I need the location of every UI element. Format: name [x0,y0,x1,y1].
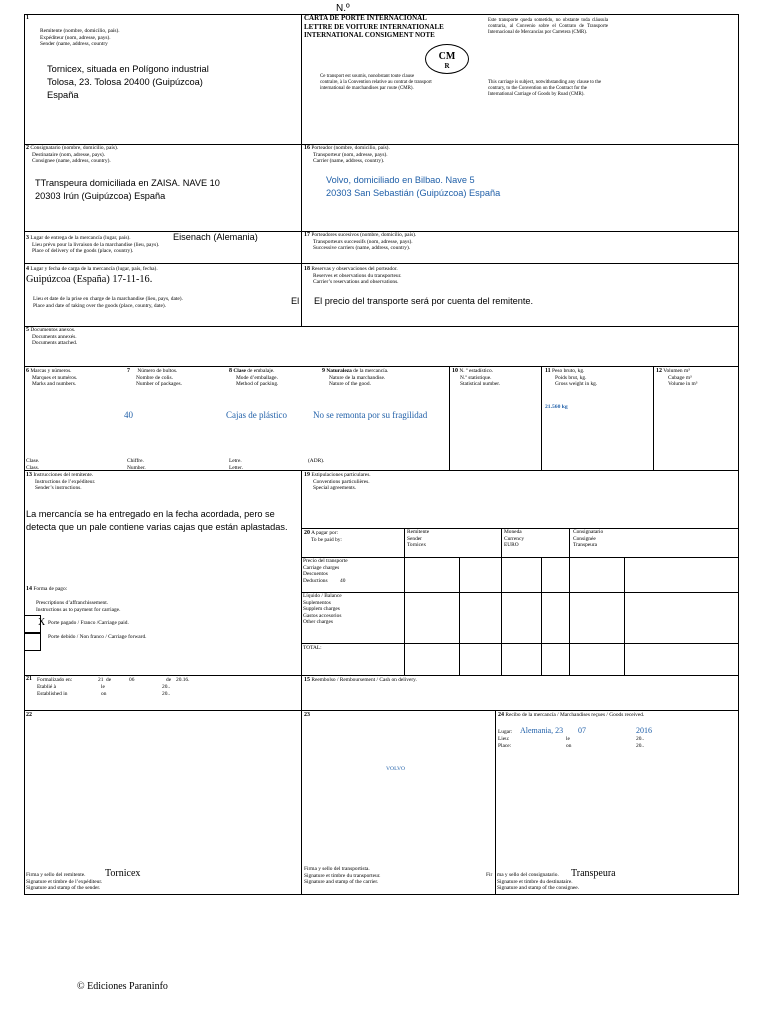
box13-label-first: Instrucciones del remitente. [33,472,94,478]
cmr-badge [425,44,469,74]
box2-number: 2 [26,145,29,151]
box20-label [304,530,404,543]
box14-label-first: Forma de pago: [33,586,68,592]
goods-col9-first: de la mercancía. [351,368,389,374]
goods-footer-cifra: Chiffre. Number. [127,458,146,471]
divider [541,557,542,676]
goods-col7-first: Número de bultos. [137,368,178,374]
box2-label-rest: Destinataire (nom, adresse, pays). Consignee (name, address, country). [32,151,111,165]
box21-l3: Established in [37,691,68,697]
goods-footer-adr: (ADR). [308,458,325,464]
goods-col10-rest: N.º statistique. Statistical number. [460,374,501,388]
goods-col12-number: 12 [656,368,662,374]
divider [501,528,502,676]
goods-col8-first: de embalaje. [245,368,275,374]
box20-row-charges: Precio del transporte Carriage charges Descuentos Deductions [303,558,348,584]
carriage-forward-label: Porte debido / Non franco / Carriage forward. [48,634,147,640]
consignee-signature-value: Transpeura [571,868,616,879]
box24-signature-prefix: Fir [486,872,493,878]
goods-col10-header [452,368,540,388]
divider [404,528,405,676]
goods-col11-first: Peso bruto, kg. [552,368,585,374]
box18-label [304,266,564,286]
goods-col11-header [545,368,650,388]
goods-col10-number: 10 [452,368,458,374]
notice-es: Este transporte queda sometido, no obstante toda cláusula contraria, al Convenio sobre el Contrato de Transporte Internacional de Mercancías por Carretera (CMR). [488,18,608,35]
box19-label [304,472,564,492]
box24-lugar: Lugar: [498,729,513,735]
divider [569,528,570,676]
box24-y3: 20.. [636,743,645,749]
box24-signature-label: ma y sello del consignatario. Signature et timbre du destinataire. Signature and stamp of the consignee. [497,872,580,892]
box1-number: 1 [26,15,29,21]
goods-col8-header [229,368,319,388]
goods-col10-first: N. º estadístico. [459,368,494,374]
box4-label-first: Lugar y fecha de carga de la mercancía (lugar, país, fecha). [30,266,158,272]
carrier-stamp: VOLVO [386,766,406,772]
loading-place-date-value: Guipúzcoa (España) 17-11-16. [26,274,153,285]
box18-number: 18 [304,266,310,272]
sender-value: Tornicex, situada en Polígono industrial Tolosa, 23. Tolosa 20400 (Guipúzcoa) España [47,64,209,100]
goods-col11-rest: Poids brut, kg. Gross weight in kg. [555,374,598,388]
divider [301,470,302,894]
box16-label-rest: Transporteur (nom, adresse, pays). Carrier (name, address, country). [313,151,388,165]
goods-col11-number: 11 [545,368,551,374]
box20-total: TOTAL: [303,645,322,651]
goods-col8-bold: Clase [233,368,246,374]
box1-label: Remitente (nombre, domicilio, país). Expéditeur (nom, adresse, pays). Sender (name, address, country [40,28,120,48]
carriage-paid-label: Porte pagado / Franco /Carriage paid. [48,620,129,626]
box4-label-rest: Lieu et date de la prise en charge de la marchandise (lieu, pays, date). Place and date of taking over the goods (place, country, date). [33,296,183,309]
divider [24,710,738,711]
box21-de: de [106,677,112,683]
box15-label [304,677,417,684]
box24-label [498,712,644,719]
goods-col6-header [26,368,126,388]
box3-number: 3 [26,235,29,241]
box17-label-first: Porteadores sucesivos (nombre, domicilio, país). [311,232,417,238]
divider [301,14,302,327]
goods-col12-rest: Cubage m³ Volume in m³ [668,374,698,388]
copyright: © Ediciones Paraninfo [77,981,168,992]
box3-label-first: Lugar de entrega de la mercancía (lugar, país). [30,235,131,241]
goods-col8-number: 8 [229,368,232,374]
box17-label-rest: Transporteurs successifs (nom, adresse, pays). Successive carriers (name, address, country). [313,238,413,252]
delivery-place-value: Eisenach (Alemania) [173,232,258,242]
divider [24,366,738,367]
carrier-reservations-value: El precio del transporte será por cuenta del remitente. [314,296,534,306]
divider [301,643,738,644]
title-es: CARTA DE PORTE INTERNACIONAL [304,14,427,22]
notice-en: This carriage is subject, notwithstanding any clause to the contrary, to the Convention on the Contract for the International Carriage of Goods by Road (CMR). [488,80,602,97]
goods-col7-rest: Nombre de colis. Number of packages. [136,374,182,388]
box5-label [26,327,296,347]
box13-number: 13 [26,472,32,478]
receipt-month-value: 07 [578,726,586,735]
box22-number: 22 [26,712,32,718]
box14-number: 14 [26,586,32,592]
notice-fr: Ce transport est soumis, nonobstant toute clause contraire, à la Convention relative au contrat de transport international de marchandises par route (CMR). [320,74,432,91]
divider [24,263,738,264]
box24-number: 24 [498,712,504,718]
box2-label-first: Consignatario (nombre, domicilio, país). [30,145,119,151]
box19-label-first: Estipulaciones particulares. [311,472,371,478]
cmr-badge-tail: R [444,62,450,70]
box16-label [304,145,564,165]
box15-label-text: Reembolso / Remboursement / Cash on delivery. [311,677,417,683]
goods-col9-number: 9 [322,368,325,374]
box20-number: 20 [304,530,310,536]
goods-nature-value: No se remonta por su fragilidad [313,410,428,420]
gross-weight-value: 21.560 kg [545,404,568,410]
goods-footer-class: Clase. Class. [26,458,40,471]
box5-label-rest: Documents annexés. Documents attached. [32,333,78,347]
box21-l1: Formalizado en: [37,677,73,683]
divider [459,557,460,676]
box17-label [304,232,564,252]
box2-label [26,145,296,165]
box20-label-second: To be paid by: [311,536,342,543]
box20-header-consignee: Consignatario Consignée Transpeura [573,529,604,549]
box3-label-rest: Lieu prévu pour la livraison de la marchandise (lieu, pays). Place of delivery of the goods (place, country). [32,241,160,255]
carrier-value: Volvo, domiciliado en Bilbao. Nave 5 20303 San Sebastián (Guipúzcoa) España [326,175,501,198]
goods-footer-letra: Letre. Letter. [229,458,243,471]
goods-col6-first: Marcas y números. [30,368,72,374]
goods-col9-rest: Nature de la marchandise. Nature of the good. [329,374,386,388]
box20-label-first: A pagar por: [311,530,339,536]
box21-month: 06 [129,677,135,683]
box18-label-first: Reservas y observaciones del porteador. [311,266,398,272]
box14-label [26,586,296,593]
box13-label-rest: Instructions de l’expéditeur. Sender’s instructions. [35,478,96,492]
box4-number: 4 [26,266,29,272]
box24-place: Place: [498,743,512,749]
box5-label-first: Documentos anexos. [30,327,76,333]
goods-col6-rest: Marques et numéros. Marks and numbers. [32,374,78,388]
packing-method-value: Cajas de plástico [226,410,287,420]
packages-count-value: 40 [124,410,133,420]
box19-label-rest: Conventions particulières. Special agreements. [313,478,370,492]
box21-y2: 20.. [162,684,171,690]
carriage-forward-checkbox[interactable] [24,633,41,651]
box23-number: 23 [304,712,310,718]
box16-number: 16 [304,145,310,151]
box17-number: 17 [304,232,310,238]
box16-label-first: Porteador (nombre, domicilio, país). [311,145,390,151]
box21-de2: de [166,677,172,683]
receipt-year-value: 2016 [636,726,652,735]
receipt-place-value: Alemania, 23 [520,726,564,735]
box24-on: on [566,743,572,749]
box14-label-rest: Prescriptions d’affranchissement. Instructions as to payment for carriage. [36,600,121,613]
box23-signature-label: Firma y sello del transportista. Signature et timbre du transporteur. Signature and stamp of the carrier. [304,866,381,886]
goods-col6-number: 6 [26,368,29,374]
box20-row-balance: Líquido / Balance Suplementos Supplem charges Gastos accesorios Other charges [303,593,342,626]
goods-col9-bold: Naturaleza [326,368,352,374]
box5-number: 5 [26,327,29,333]
carrier-reservations-prefix: El [291,296,300,306]
box20-deductions-value: 40 [340,578,346,584]
box15-number: 15 [304,677,310,683]
carriage-paid-mark: X [38,617,46,628]
divider [24,675,738,676]
box13-label [26,472,296,492]
box20-header-sender: Remitente Sender Tornicex [407,529,430,549]
title-block [304,14,484,40]
box22-signature-label: Firma y sello del remitente. Signature et timbre de l’expéditeur. Signature and stamp of the sender. [26,872,103,892]
title-fr: LETTRE DE VOITURE INTERNATIONALE [304,22,444,31]
goods-col12-header [656,368,736,388]
box20-header-currency: Moneda Currency EURO [504,529,525,549]
box4-label [26,266,296,273]
box21-number: 21 [26,676,32,682]
box21-day: 21 [98,677,104,683]
divider [495,710,496,894]
box24-label-text: Recibo de la mercancía / Marchandises reçues / Goods received. [505,712,645,718]
box21-y3: 20.. [162,691,171,697]
divider [653,366,654,471]
box19-number: 19 [304,472,310,478]
consignee-value: TTranspeura domiciliada en ZAISA. NAVE 10 20303 Irún (Guipúzcoa) España [35,178,220,201]
sender-instructions-value: La mercancía se ha entregado en la fecha acordada, pero se detecta que un pale contiene varias cajas que están aplastadas. [26,509,288,532]
consignment-number-label: N.º [336,3,350,14]
box21-year: 20.16. [176,677,190,683]
divider [624,557,625,676]
goods-col9-header [322,368,447,388]
box21-on: on [101,691,107,697]
box24-y2: 20.. [636,736,645,742]
goods-col8-rest: Mode d’emballage. Method of packing. [236,374,279,388]
title-en: INTERNATIONAL CONSIGMENT NOTE [304,31,435,39]
box24-lieu: Lieu: [498,736,510,742]
sender-signature-value: Tornicex [105,868,141,879]
divider [449,366,450,471]
box18-label-rest: Reserves et observations du transporteur. Carrier’s reservations and observations. [313,272,402,286]
box21-le: le [101,684,105,690]
box24-le: le [566,736,570,742]
divider [541,366,542,471]
goods-col7-number: 7 [127,368,130,374]
cmr-badge-text: CM [438,51,456,62]
box21-l2: Etablié à [37,684,57,690]
goods-col12-first: Volumen m³ [663,368,690,374]
goods-col7-header [127,368,227,388]
